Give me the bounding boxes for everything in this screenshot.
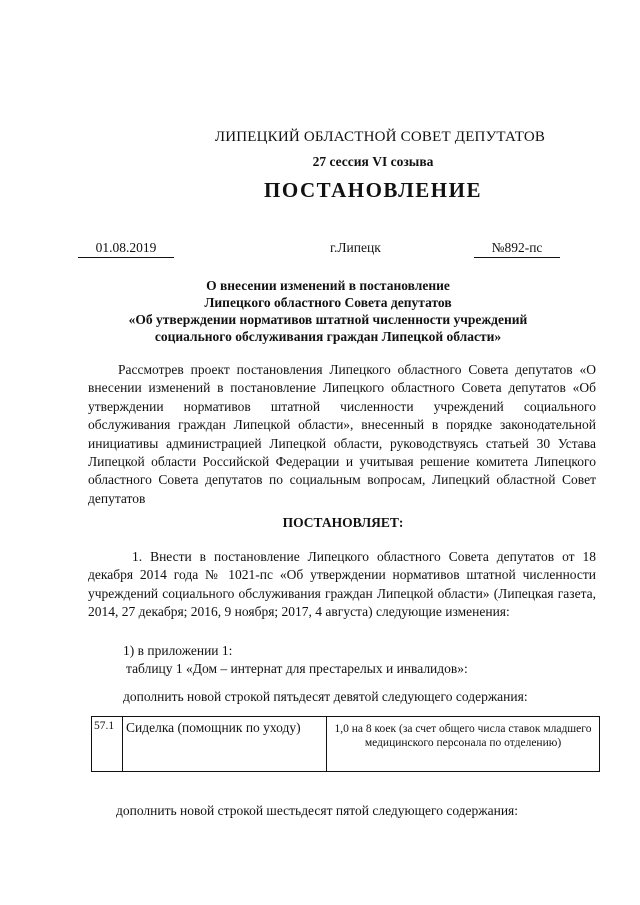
subject-line: «Об утверждении нормативов штатной численности учреждений — [128, 312, 528, 327]
row-number-cell: 57.1 — [92, 717, 123, 772]
council-name: ЛИПЕЦКИЙ ОБЛАСТНОЙ СОВЕТ ДЕПУТАТОВ — [214, 129, 546, 145]
document-subject — [88, 277, 568, 345]
item-1-paragraph: 1. Внести в постановление Липецкого областного Совета депутатов от 18 декабря 2014 года № 1021-пс «Об утверждении нормативов штатной численности учреждений социального обслуживания граждан Липецкой области» (Липецкая газета, 2014, 27 декабря; 2016, 9 ноября; 2017, 4 августа) следующие изменения: — [88, 549, 596, 619]
subitem-1: 1) в приложении 1: — [123, 643, 233, 658]
session-label: 27 сессия VI созыва — [312, 154, 434, 169]
resolves-heading: ПОСТАНОВЛЯЕТ: — [282, 515, 404, 530]
document-type-title: ПОСТАНОВЛЕНИЕ — [264, 178, 482, 202]
subject-line: социального обслуживания граждан Липецкой области» — [154, 329, 502, 344]
add-row-65-text: дополнить новой строкой шестьдесят пятой следующего содержания: — [116, 803, 519, 818]
table-1-reference: таблицу 1 «Дом – интернат для престарелых и инвалидов»: — [126, 661, 468, 676]
position-cell: Сиделка (помощник по уходу) — [123, 717, 327, 772]
subject-line: О внесении изменений в постановление — [206, 278, 450, 293]
add-row-59-text: дополнить новой строкой пятьдесят девятой следующего содержания: — [123, 689, 528, 704]
staffing-table — [91, 716, 600, 772]
subject-line: Липецкого областного Совета депутатов — [204, 295, 452, 310]
document-city: г.Липецк — [330, 240, 381, 255]
preamble-paragraph: Рассмотрев проект постановления Липецкого областного Совета депутатов «О внесении изменений в постановление Липецкого областного Совета депутатов «Об утверждении нормативов штатной численности учреждений социального обслуживания граждан Липецкой области», внесенный в порядке законодательной инициативы администрацией Липецкой области, руководствуясь статьей 30 Устава Липецкой области Российской Федерации и учитывая решение комитета Липецкого областного Совета депутатов по социальным вопросам, Липецкий областной Совет депутатов — [88, 362, 596, 506]
document-date: 01.08.2019 — [78, 240, 174, 258]
document-number: №892-пс — [474, 240, 560, 258]
table-row — [92, 717, 600, 772]
norm-cell: 1,0 на 8 коек (за счет общего числа ставок младшего медицинского персонала по отделению) — [327, 717, 600, 772]
